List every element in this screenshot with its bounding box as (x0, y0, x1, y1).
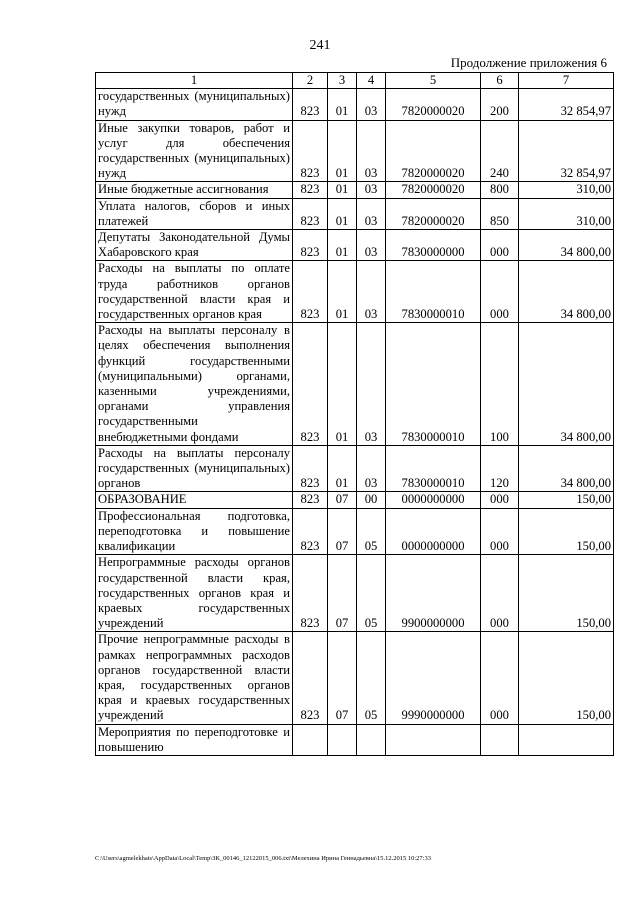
cell-section: 01 (328, 120, 357, 182)
cell-section: 01 (328, 89, 357, 120)
column-header: 1 (96, 73, 293, 89)
table-row (96, 182, 614, 198)
cell-subsection: 00 (357, 492, 386, 508)
cell-admin: 823 (293, 323, 328, 446)
column-header: 2 (293, 73, 328, 89)
cell-section: 01 (328, 230, 357, 261)
cell-name: Расходы на выплаты персоналу государственных (муниципальных) органов (96, 445, 293, 492)
cell-target: 7830000010 (386, 323, 481, 446)
cell-subsection: 03 (357, 89, 386, 120)
cell-target: 7820000020 (386, 182, 481, 198)
cell-admin: 823 (293, 230, 328, 261)
cell-name: Депутаты Законодательной Думы Хабаровского края (96, 230, 293, 261)
cell-amount: 150,00 (519, 555, 614, 632)
cell-amount (519, 724, 614, 755)
cell-section: 07 (328, 492, 357, 508)
cell-admin: 823 (293, 445, 328, 492)
cell-type: 850 (481, 198, 519, 229)
cell-type: 800 (481, 182, 519, 198)
cell-target: 7830000000 (386, 230, 481, 261)
cell-admin: 823 (293, 89, 328, 120)
cell-amount: 34 800,00 (519, 323, 614, 446)
cell-target: 7830000010 (386, 445, 481, 492)
cell-target (386, 724, 481, 755)
cell-section: 01 (328, 445, 357, 492)
table-row (96, 555, 614, 632)
cell-subsection: 03 (357, 261, 386, 323)
cell-target: 0000000000 (386, 508, 481, 555)
table-row (96, 198, 614, 229)
cell-name: Профессиональная подготовка, переподготовка и повышение квалификации (96, 508, 293, 555)
table-row (96, 230, 614, 261)
cell-target: 7820000020 (386, 198, 481, 229)
cell-target: 7820000020 (386, 120, 481, 182)
file-path-footer: C:\Users\agmelekhats\AppData\Local\Temp\ЗК_00146_12122015_006.txt\Мелехина Ирина Геннадьевна\15.12.2015 10:27:33 (95, 855, 431, 862)
table-row (96, 261, 614, 323)
table-row (96, 445, 614, 492)
cell-admin (293, 724, 328, 755)
cell-admin: 823 (293, 198, 328, 229)
cell-amount: 150,00 (519, 508, 614, 555)
column-header: 4 (357, 73, 386, 89)
cell-type: 000 (481, 555, 519, 632)
cell-amount: 150,00 (519, 632, 614, 724)
page-number: 241 (309, 38, 331, 53)
cell-section: 01 (328, 182, 357, 198)
cell-amount: 32 854,97 (519, 120, 614, 182)
cell-type: 200 (481, 89, 519, 120)
cell-name: Мероприятия по переподготовке и повышению (96, 724, 293, 755)
cell-subsection: 03 (357, 323, 386, 446)
cell-amount: 34 800,00 (519, 230, 614, 261)
cell-amount: 34 800,00 (519, 261, 614, 323)
cell-section: 07 (328, 555, 357, 632)
cell-name: Иные бюджетные ассигнования (96, 182, 293, 198)
column-header: 6 (481, 73, 519, 89)
cell-amount: 150,00 (519, 492, 614, 508)
cell-section: 01 (328, 323, 357, 446)
cell-admin: 823 (293, 182, 328, 198)
cell-amount: 32 854,97 (519, 89, 614, 120)
budget-table (95, 72, 614, 756)
cell-type: 000 (481, 508, 519, 555)
table-row (96, 632, 614, 724)
cell-subsection: 05 (357, 632, 386, 724)
cell-admin: 823 (293, 632, 328, 724)
column-header: 5 (386, 73, 481, 89)
cell-section (328, 724, 357, 755)
table-row (96, 508, 614, 555)
cell-subsection: 03 (357, 230, 386, 261)
table-row (96, 120, 614, 182)
cell-name: Иные закупки товаров, работ и услуг для обеспечения государственных (муниципальных) нужд (96, 120, 293, 182)
cell-admin: 823 (293, 508, 328, 555)
cell-name: Расходы на выплаты персоналу в целях обеспечения выполнения функций государственными (муниципальными) органами, казенными учреждениями, органами управления государственными внебюджетными фондами (96, 323, 293, 446)
cell-type: 000 (481, 632, 519, 724)
cell-name: Прочие непрограммные расходы в рамках непрограммных расходов органов государственной власти края, государственных органов края и краевых государственных учреждений (96, 632, 293, 724)
cell-name: Расходы на выплаты по оплате труда работников органов государственной власти края и государственных органов края (96, 261, 293, 323)
cell-type: 100 (481, 323, 519, 446)
cell-subsection: 03 (357, 445, 386, 492)
cell-amount: 310,00 (519, 182, 614, 198)
table-row (96, 724, 614, 755)
cell-target: 9900000000 (386, 555, 481, 632)
cell-subsection: 03 (357, 198, 386, 229)
cell-name: государственных (муниципальных) нужд (96, 89, 293, 120)
table-row (96, 323, 614, 446)
cell-admin: 823 (293, 492, 328, 508)
cell-subsection: 05 (357, 555, 386, 632)
cell-section: 07 (328, 632, 357, 724)
cell-type: 000 (481, 261, 519, 323)
cell-type: 000 (481, 230, 519, 261)
table-row (96, 492, 614, 508)
table-row (96, 89, 614, 120)
cell-section: 01 (328, 198, 357, 229)
cell-type: 120 (481, 445, 519, 492)
column-header: 7 (519, 73, 614, 89)
cell-subsection: 03 (357, 120, 386, 182)
header-row (96, 73, 614, 89)
cell-type: 000 (481, 492, 519, 508)
cell-type (481, 724, 519, 755)
cell-target: 9990000000 (386, 632, 481, 724)
cell-section: 01 (328, 261, 357, 323)
cell-target: 0000000000 (386, 492, 481, 508)
cell-admin: 823 (293, 120, 328, 182)
cell-amount: 34 800,00 (519, 445, 614, 492)
cell-subsection: 03 (357, 182, 386, 198)
cell-name: Непрограммные расходы органов государственной власти края, государственных органов края и краевых государственных учреждений (96, 555, 293, 632)
cell-target: 7830000010 (386, 261, 481, 323)
cell-amount: 310,00 (519, 198, 614, 229)
cell-subsection: 05 (357, 508, 386, 555)
cell-admin: 823 (293, 261, 328, 323)
cell-name: ОБРАЗОВАНИЕ (96, 492, 293, 508)
cell-admin: 823 (293, 555, 328, 632)
cell-target: 7820000020 (386, 89, 481, 120)
cell-name: Уплата налогов, сборов и иных платежей (96, 198, 293, 229)
continuation-note: Продолжение приложения 6 (450, 55, 607, 70)
cell-section: 07 (328, 508, 357, 555)
cell-type: 240 (481, 120, 519, 182)
column-header: 3 (328, 73, 357, 89)
cell-subsection (357, 724, 386, 755)
